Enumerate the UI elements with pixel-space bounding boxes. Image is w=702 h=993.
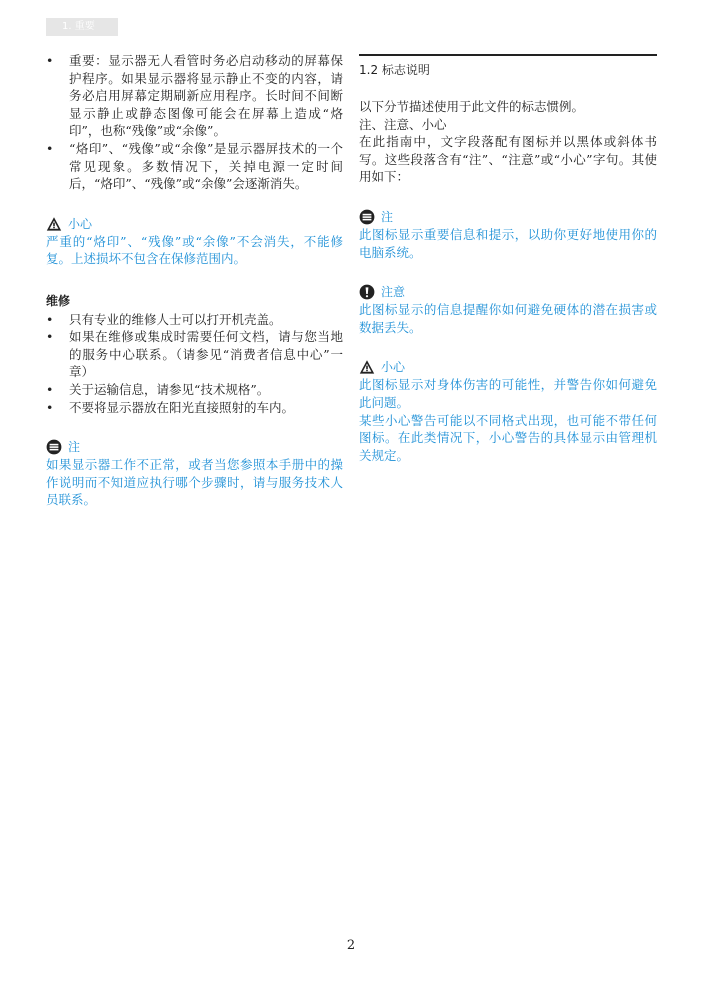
caution-text: 此图标显示对身体伤害的可能性，并警告你如何避免此问题。 — [359, 377, 657, 410]
list-item: • “烙印”、“残像”或“余像”是显示器屏技术的一个常见现象。多数情况下，关掉电源一定时间后，“烙印”、“残像”或“余像”会逐渐消失。 — [46, 140, 343, 193]
section-tab: 1. 重要 — [46, 18, 118, 36]
repair-heading: 维修 — [46, 293, 71, 308]
list-item: • 如果在维修或集成时需要任何文档，请与您当地的服务中心联系。（请参见“消费者信息中心”一章） — [46, 328, 343, 381]
page-number: 2 — [346, 938, 356, 953]
caution-block — [359, 358, 657, 464]
warning-triangle-icon — [46, 216, 62, 232]
caution-block — [46, 215, 343, 268]
list-item: • 重要：显示器无人看管时务必启动移动的屏幕保护程序。如果显示器将显示静止不变的内容，请务必启用屏幕定期刷新应用程序。长时间不间断显示静止或静态图像可能会在屏幕上造成“烙印”，也称“残像”或“余像”。 — [46, 52, 343, 140]
list-item: • 不要将显示器放在阳光直接照射的车内。 — [46, 399, 343, 417]
caution-title: 小心 — [68, 216, 93, 231]
section-rule — [359, 54, 657, 56]
note-icon — [46, 439, 62, 455]
caution-heading — [46, 215, 343, 233]
right-column — [359, 52, 657, 464]
section-title: 1.2 标志说明 — [359, 63, 430, 77]
intro-line: 注、注意、小心 — [359, 116, 447, 132]
list-item: • 关于运输信息，请参见“技术规格”。 — [46, 381, 343, 399]
note-block — [359, 208, 657, 261]
caution-heading — [359, 358, 657, 376]
warning-triangle-icon — [359, 359, 375, 375]
important-bullets — [46, 52, 343, 193]
intro-line: 以下分节描述使用于此文件的标志惯例。 — [359, 99, 585, 114]
repair-bullets — [46, 311, 343, 417]
caution-text: 严重的“烙印”、“残像”或“余像”不会消失，不能修复。上述损坏不包含在保修范围内。 — [46, 233, 343, 267]
exclamation-icon — [359, 284, 375, 300]
caution-text: 某些小心警告可能以不同格式出现，也可能不带任何图标。在此类情况下，小心警告的具体显示由管理机关规定。 — [359, 412, 657, 463]
note-heading — [46, 438, 343, 456]
note-text: 如果显示器工作不正常，或者当您参照本手册中的操作说明而不知道应执行哪个步骤时，请与服务技术人员联系。 — [46, 457, 343, 508]
caution-title: 小心 — [381, 360, 406, 375]
note-icon — [359, 209, 375, 225]
attention-block — [359, 283, 657, 336]
note-block — [46, 438, 343, 509]
list-item: • 只有专业的维修人士可以打开机壳盖。 — [46, 311, 343, 329]
intro-block — [359, 98, 657, 186]
note-heading — [359, 208, 657, 226]
intro-line: 在此指南中，文字段落配有图标并以黑体或斜体书写。这些段落含有“注”、“注意”或“小心”字句。其使用如下： — [359, 134, 657, 185]
left-column — [46, 52, 343, 509]
attention-title: 注意 — [381, 285, 406, 300]
attention-heading — [359, 283, 657, 301]
note-title: 注 — [68, 440, 81, 455]
note-title: 注 — [381, 209, 394, 224]
note-text: 此图标显示重要信息和提示，以助你更好地使用你的电脑系统。 — [359, 226, 657, 260]
attention-text: 此图标显示的信息提醒你如何避免硬体的潜在损害或数据丢失。 — [359, 302, 657, 335]
